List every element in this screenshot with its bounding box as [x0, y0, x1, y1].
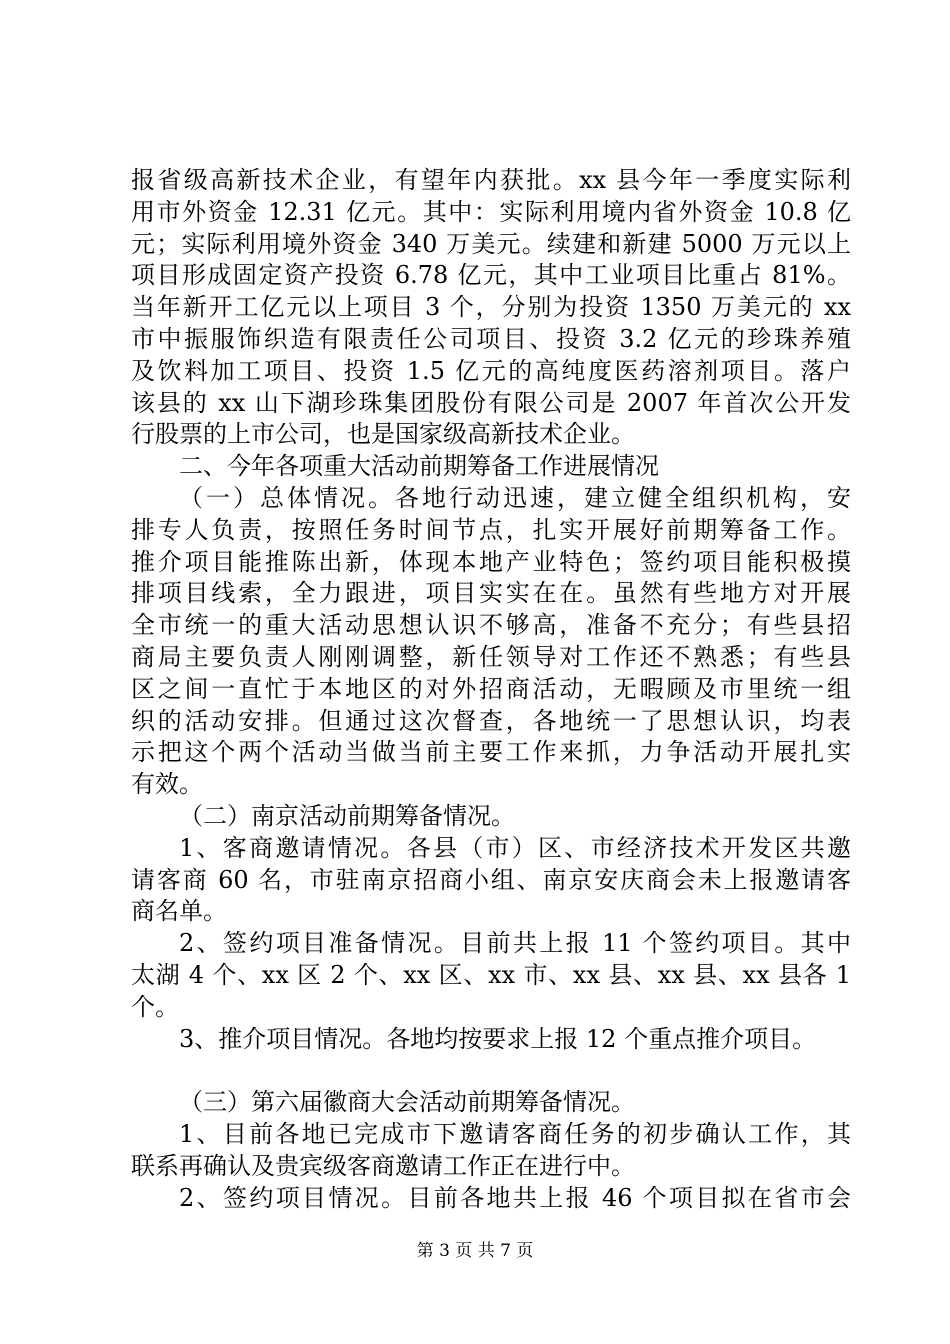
- text-line: 织的活动安排。但通过这次督查，各地统一了思想认识，均表: [131, 706, 851, 735]
- text-line: 个。: [131, 992, 179, 1021]
- text-line: 3、推介项目情况。各地均按要求上报 12 个重点推介项目。: [179, 1024, 817, 1053]
- text-line: 1、客商邀请情况。各县（市）区、市经济技术开发区共邀: [179, 833, 851, 862]
- text-line: 项目形成固定资产投资 6.78 亿元，其中工业项目比重占 81%。: [131, 261, 851, 290]
- text-line: （三）第六届徽商大会活动前期筹备情况。: [179, 1088, 635, 1117]
- text-line: 2、签约项目情况。目前各地共上报 46 个项目拟在省市会: [179, 1183, 851, 1212]
- text-line: 太湖 4 个、xx 区 2 个、xx 区、xx 市、xx 县、xx 县、xx 县各 1: [131, 960, 851, 989]
- text-line: 及饮料加工项目、投资 1.5 亿元的高纯度医药溶剂项目。落户: [131, 356, 851, 385]
- text-line: 联系再确认及贵宾级客商邀请工作正在进行中。: [131, 1151, 635, 1180]
- text-line: （一）总体情况。各地行动迅速，建立健全组织机构，安: [179, 483, 851, 512]
- page-footer: 第 3 页 共 7 页: [416, 1241, 534, 1261]
- text-line: 用市外资金 12.31 亿元。其中：实际利用境内省外资金 10.8 亿: [131, 197, 851, 226]
- text-line: 推介项目能推陈出新，体现本地产业特色；签约项目能积极摸: [131, 547, 851, 576]
- text-line: 请客商 60 名，市驻南京招商小组、南京安庆商会未上报邀请客: [131, 865, 851, 894]
- text-line: 行股票的上市公司，也是国家级高新技术企业。: [131, 420, 635, 449]
- blank-line: [131, 1055, 851, 1087]
- text-line: 商局主要负责人刚刚调整，新任领导对工作还不熟悉；有些县: [131, 642, 851, 671]
- text-line: （二）南京活动前期筹备情况。: [179, 801, 515, 830]
- text-line: 元；实际利用境外资金 340 万美元。续建和新建 5000 万元以上: [131, 229, 851, 258]
- text-line: 2、签约项目准备情况。目前共上报 11 个签约项目。其中: [179, 929, 851, 958]
- text-line: 全市统一的重大活动思想认识不够高，准备不充分；有些县招: [131, 611, 851, 640]
- text-line: 排专人负责，按照任务时间节点，扎实开展好前期筹备工作。: [131, 515, 851, 544]
- text-line: 报省级高新技术企业，有望年内获批。xx 县今年一季度实际利: [131, 166, 851, 194]
- text-line: 1、目前各地已完成市下邀请客商任务的初步确认工作，其: [179, 1119, 851, 1148]
- text-line: 排项目线索，全力跟进，项目实实在在。虽然有些地方对开展: [131, 579, 851, 608]
- text-line: 二、今年各项重大活动前期筹备工作进展情况: [179, 452, 659, 481]
- text-line: 当年新开工亿元以上项目 3 个，分别为投资 1350 万美元的 xx: [131, 293, 851, 322]
- text-line: 商名单。: [131, 897, 227, 926]
- text-line: 区之间一直忙于本地区的对外招商活动，无暇顾及市里统一组: [131, 674, 851, 703]
- text-line: 示把这个两个活动当做当前主要工作来抓，力争活动开展扎实: [131, 738, 851, 767]
- document-body: [131, 165, 851, 1214]
- text-line: 该县的 xx 山下湖珍珠集团股份有限公司是 2007 年首次公开发: [131, 388, 851, 417]
- text-line: 市中振服饰织造有限责任公司项目、投资 3.2 亿元的珍珠养殖: [131, 324, 851, 353]
- text-line: 有效。: [131, 770, 203, 799]
